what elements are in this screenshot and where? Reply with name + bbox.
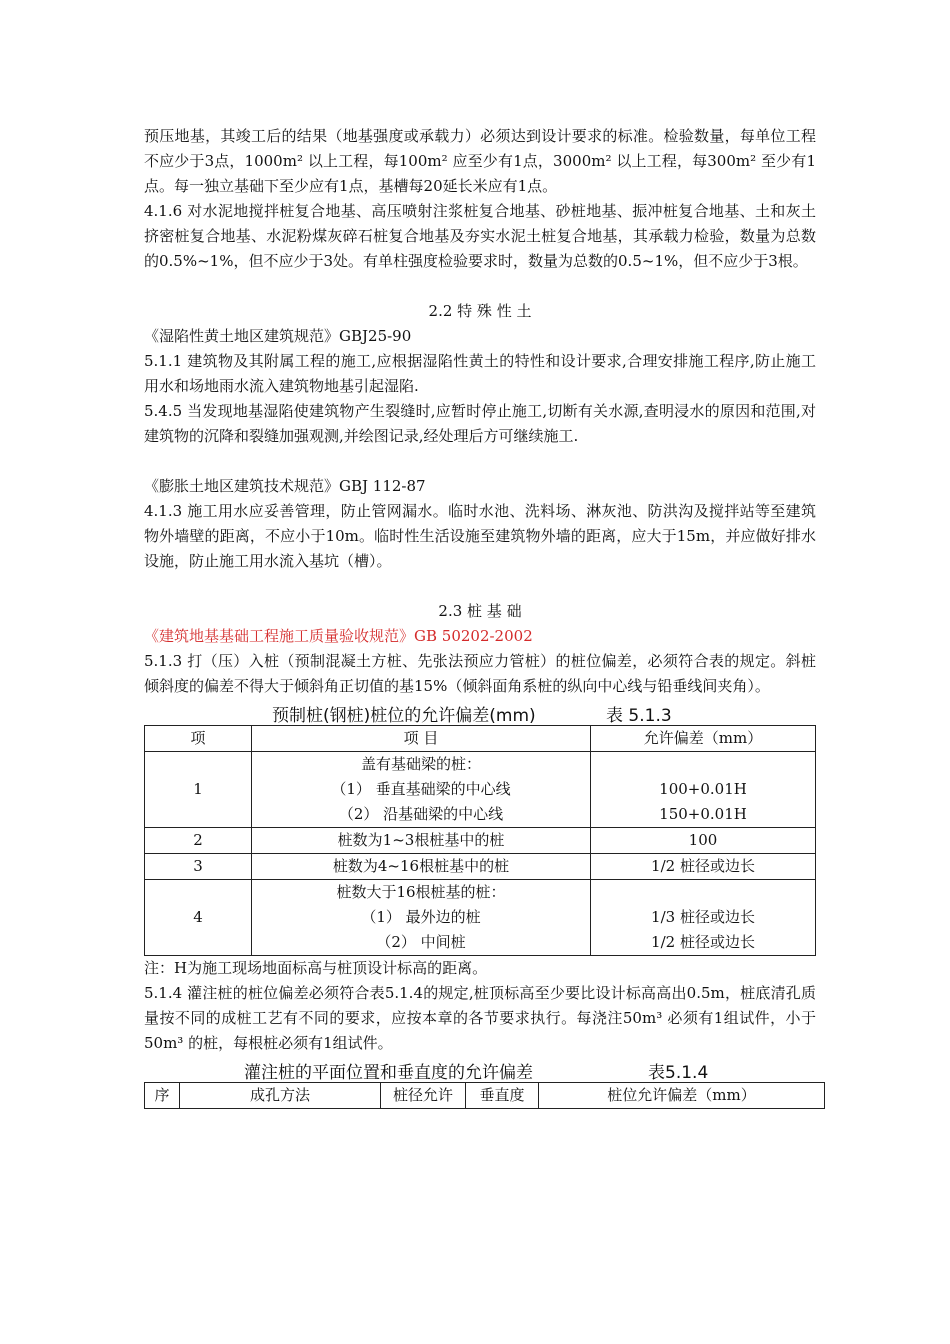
- header-verticality: 垂直度: [466, 1083, 539, 1109]
- header-position-deviation: 桩位允许偏差（mm）: [539, 1083, 825, 1109]
- row-value: [591, 752, 816, 828]
- header-item: 项 目: [252, 726, 591, 752]
- table1-note: 注：H为施工现场地面标高与桩顶设计标高的距离。: [144, 959, 488, 977]
- header-deviation: 允许偏差（mm）: [591, 726, 816, 752]
- row-item: 桩数为4~16根桩基中的桩: [252, 854, 591, 880]
- row-item: 桩数为1~3根桩基中的桩: [252, 828, 591, 854]
- row-item: [252, 752, 591, 828]
- paragraph-513: 5.1.3 打（压）入桩（预制混凝土方桩、先张法预应力管桩）的桩位偏差，必须符合表的规定。斜桩倾斜度的偏差不得大于倾斜角正切值的基15%（倾斜面角系桩的纵向中心线与铅垂线间夹角）。: [144, 652, 816, 695]
- paragraph-511: 5.1.1 建筑物及其附属工程的施工,应根据湿陷性黄土的特性和设计要求,合理安排施工程序,防止施工用水和场地雨水流入建筑物地基引起湿陷.: [144, 352, 816, 395]
- row-no: 4: [145, 880, 252, 956]
- row-value-line: 1/2 桩径或边长: [651, 933, 755, 951]
- table2-number: 表5.1.4: [648, 1063, 709, 1083]
- document-page: [144, 124, 816, 1109]
- header-seq: 序: [145, 1083, 180, 1109]
- row-item-sub: （1） 最外边的桩: [361, 908, 481, 926]
- header-no: 项: [145, 726, 252, 752]
- row-item: [252, 880, 591, 956]
- row-value: [591, 880, 816, 956]
- table-precast-pile-deviation: [144, 725, 816, 956]
- row-value-line: 100+0.01H: [659, 780, 747, 798]
- row-no: 1: [145, 752, 252, 828]
- table-row: [145, 828, 816, 854]
- table-header-row: [145, 1083, 825, 1109]
- table1-caption-row: [144, 699, 816, 725]
- table-row: [145, 752, 816, 828]
- header-method: 成孔方法: [180, 1083, 381, 1109]
- table2-caption-row: [144, 1056, 816, 1082]
- table1-number: 表 5.1.3: [606, 706, 672, 726]
- row-no: 2: [145, 828, 252, 854]
- section-heading-22: 2.2 特 殊 性 土: [428, 302, 532, 320]
- row-value-line: 150+0.01H: [659, 805, 747, 823]
- table2-caption: 灌注桩的平面位置和垂直度的允许偏差: [244, 1063, 533, 1083]
- row-item-title: 桩数大于16根桩基的桩：: [336, 883, 506, 901]
- row-value: 100: [591, 828, 816, 854]
- table1-caption: 预制桩(钢桩)桩位的允许偏差(mm): [272, 706, 536, 726]
- paragraph-preload-inspection: 预压地基，其竣工后的结果（地基强度或承载力）必须达到设计要求的标准。检验数量，每单位工程不应少于3点，1000m² 以上工程，每100m² 应至少有1点，3000m² 以上工程，每300m² 至少有1点。每一独立基础下至少应有1点，基槽每20延长米应有1点。: [144, 127, 816, 195]
- header-diameter: 桩径允许: [381, 1083, 466, 1109]
- table-header-row: [145, 726, 816, 752]
- paragraph-514: 5.1.4 灌注桩的桩位偏差必须符合表5.1.4的规定,桩顶标高至少要比设计标高高出0.5m，桩底清孔质量按不同的成桩工艺有不同的要求，应按本章的各节要求执行。每浇注50m³ 必须有1组试件，小于50m³ 的桩，每根桩必须有1组试件。: [144, 984, 816, 1052]
- paragraph-413: 4.1.3 施工用水应妥善管理，防止管网漏水。临时水池、洗料场、淋灰池、防洪沟及搅拌站等至建筑物外墙壁的距离，不应小于10m。临时性生活设施至建筑物外墙的距离，应大于15m，并应做好排水设施，防止施工用水流入基坑（槽）。: [144, 502, 816, 570]
- section-heading-23: 2.3 桩 基 础: [438, 602, 522, 620]
- row-value-line: 1/3 桩径或边长: [651, 908, 755, 926]
- row-item-sub: （1） 垂直基础梁的中心线: [331, 780, 511, 798]
- row-item-title: 盖有基础梁的桩：: [360, 755, 481, 773]
- standard-title-loess: 《湿陷性黄土地区建筑规范》GBJ25-90: [144, 327, 412, 345]
- table-row: [145, 854, 816, 880]
- standard-title-expansive-soil: 《膨胀土地区建筑技术规范》GBJ 112-87: [144, 477, 426, 495]
- table-cast-pile-deviation: [144, 1082, 825, 1109]
- row-no: 3: [145, 854, 252, 880]
- row-item-sub: （2） 中间桩: [376, 933, 466, 951]
- row-item-sub: （2） 沿基础梁的中心线: [338, 805, 504, 823]
- standard-title-gb50202: 《建筑地基基础工程施工质量验收规范》GB 50202-2002: [144, 627, 533, 645]
- paragraph-416: 4.1.6 对水泥地搅拌桩复合地基、高压喷射注浆桩复合地基、砂桩地基、振冲桩复合地基、土和灰土挤密桩复合地基、水泥粉煤灰碎石桩复合地基及夯实水泥土桩复合地基，其承载力检验，数量为总数的0.5%~1%，但不应少于3处。有单柱强度检验要求时，数量为总数的0.5~1%，但不应少于3根。: [144, 202, 816, 270]
- row-value: 1/2 桩径或边长: [591, 854, 816, 880]
- paragraph-545: 5.4.5 当发现地基湿陷使建筑物产生裂缝时,应暂时停止施工,切断有关水源,查明浸水的原因和范围,对建筑物的沉降和裂缝加强观测,并绘图记录,经处理后方可继续施工.: [144, 402, 816, 445]
- table-row: [145, 880, 816, 956]
